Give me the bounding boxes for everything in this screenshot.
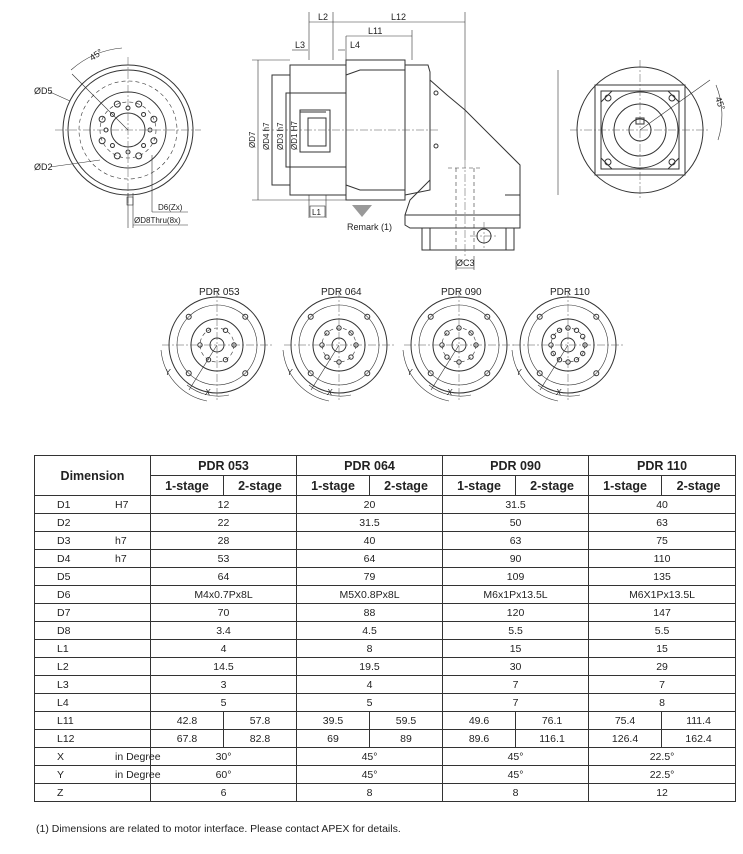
table-row [35, 586, 736, 604]
value-cell: 120 [443, 604, 589, 622]
value-cell: 70 [151, 604, 297, 622]
value-cell: 50 [443, 514, 589, 532]
value-cell: 22.5° [589, 748, 736, 766]
label-l1: L1 [312, 208, 321, 217]
model-hole [445, 355, 449, 359]
label-d1: ØD1 H7 [290, 121, 299, 150]
value-cell: 45° [443, 766, 589, 784]
value-cell: 111.4 [662, 712, 736, 730]
dimension-name: L12 [57, 732, 75, 745]
value-cell: 90 [443, 550, 589, 568]
label-d2: ØD2 [34, 162, 53, 172]
angle-label-y: Y [287, 368, 293, 377]
value-cell: 69 [297, 730, 370, 748]
table-row [35, 676, 736, 694]
value-cell: 76.1 [516, 712, 589, 730]
value-cell: 89.6 [443, 730, 516, 748]
value-cell: 162.4 [662, 730, 736, 748]
value-cell: 40 [297, 532, 443, 550]
value-cell: 30° [151, 748, 297, 766]
dimension-name-cell [35, 748, 161, 766]
dimension-name: Z [57, 786, 64, 799]
model-label: PDR 090 [441, 287, 482, 298]
value-cell: 110 [589, 550, 736, 568]
value-cell: 64 [151, 568, 297, 586]
value-cell: 88 [297, 604, 443, 622]
value-cell: 6 [151, 784, 297, 802]
stage-header: 1-stage [297, 476, 370, 496]
model-hole [349, 355, 353, 359]
dimension-name: X [57, 750, 65, 763]
table-row [35, 748, 736, 766]
front-angle-label: 45° [87, 46, 105, 63]
value-cell: 15 [443, 640, 589, 658]
value-cell: 5 [297, 694, 443, 712]
model-header-pdr064: PDR 064 [297, 456, 443, 476]
label-d5: ØD5 [34, 86, 53, 96]
label-d8: ØD8Thru(8x) [134, 216, 181, 225]
label-l4: L4 [350, 40, 361, 50]
value-cell: 45° [297, 766, 443, 784]
value-cell: 64 [297, 550, 443, 568]
value-cell: 3 [151, 676, 297, 694]
dimension-name: L1 [57, 642, 69, 655]
dimension-name: D5 [57, 570, 71, 583]
value-cell: 22 [151, 514, 297, 532]
value-cell: 8 [443, 784, 589, 802]
table-row [35, 568, 736, 586]
dimension-name: D6 [57, 588, 71, 601]
value-cell: 5 [151, 694, 297, 712]
value-cell: 3.4 [151, 622, 297, 640]
angle-ray [189, 345, 217, 390]
value-cell: 5.5 [443, 622, 589, 640]
stage-header: 2-stage [662, 476, 736, 496]
value-cell: 45° [443, 748, 589, 766]
model-label: PDR 110 [550, 287, 590, 298]
value-cell: 57.8 [224, 712, 297, 730]
table-row [35, 550, 736, 568]
value-cell: 4 [297, 676, 443, 694]
model-hole [551, 334, 555, 338]
model-view [161, 287, 272, 401]
angle-label-y: Y [516, 368, 522, 377]
value-cell: 22.5° [589, 766, 736, 784]
model-header-pdr053: PDR 053 [151, 456, 297, 476]
dimension-name: D1 [57, 498, 71, 511]
value-cell: 29 [589, 658, 736, 676]
dimension-table [34, 455, 736, 802]
top-angle-label: 45° [713, 95, 728, 112]
table-row [35, 730, 736, 748]
dimension-tolerance: in Degree [115, 768, 161, 781]
value-cell: 5.5 [589, 622, 736, 640]
footnote: (1) Dimensions are related to motor interface. Please contact APEX for details. [36, 823, 401, 835]
bolt-hole [99, 138, 105, 144]
value-cell: 8 [297, 784, 443, 802]
table-row [35, 766, 736, 784]
value-cell: 126.4 [589, 730, 662, 748]
value-cell: 79 [297, 568, 443, 586]
side-view [248, 12, 520, 270]
model-view [403, 287, 514, 401]
thread-hole [142, 112, 146, 116]
dimension-name: D3 [57, 534, 71, 547]
dimension-name-cell [35, 694, 151, 712]
dimension-name: D8 [57, 624, 71, 637]
value-cell: 60° [151, 766, 297, 784]
value-cell: M4x0.7Px8L [151, 586, 297, 604]
label-d6: D6(Zx) [158, 203, 183, 212]
value-cell: 75.4 [589, 712, 662, 730]
table-row [35, 784, 736, 802]
value-cell: 82.8 [224, 730, 297, 748]
value-cell: 67.8 [151, 730, 224, 748]
model-view [512, 287, 623, 401]
dimension-name-cell [35, 640, 151, 658]
value-cell: 20 [297, 496, 443, 514]
value-cell: 15 [589, 640, 736, 658]
table-row [35, 694, 736, 712]
bolt-hole [136, 153, 142, 159]
dimension-tolerance: in Degree [115, 750, 161, 763]
dimension-name: D7 [57, 606, 71, 619]
table-row [35, 640, 736, 658]
dimension-name-cell [35, 676, 151, 694]
model-header-pdr090: PDR 090 [443, 456, 589, 476]
dimension-name-cell [35, 658, 151, 676]
dimension-name: L4 [57, 696, 69, 709]
angle-ray [311, 345, 339, 390]
dimension-header: Dimension [35, 456, 151, 496]
dimension-name-cell [35, 712, 151, 730]
table-row [35, 604, 736, 622]
table-row [35, 532, 736, 550]
stage-header: 1-stage [443, 476, 516, 496]
value-cell: 39.5 [297, 712, 370, 730]
value-cell: M6x1Px13.5L [443, 586, 589, 604]
value-cell: 7 [589, 676, 736, 694]
dimension-tolerance: h7 [115, 534, 127, 547]
value-cell: 49.6 [443, 712, 516, 730]
dimension-name: D4 [57, 552, 71, 565]
dimension-name: L2 [57, 660, 69, 673]
model-views [161, 287, 623, 401]
table-row [35, 622, 736, 640]
dimension-name: L3 [57, 678, 69, 691]
model-hole [325, 355, 329, 359]
angle-label-y: Y [407, 368, 413, 377]
value-cell: 75 [589, 532, 736, 550]
value-cell: 63 [589, 514, 736, 532]
dimension-name-cell [35, 550, 151, 568]
dimension-name-cell [35, 496, 151, 514]
front-view [34, 46, 201, 228]
value-cell: 147 [589, 604, 736, 622]
model-label: PDR 064 [321, 287, 362, 298]
label-c3: ØC3 [456, 258, 475, 268]
table-row [35, 496, 736, 514]
label-l3: L3 [295, 40, 306, 50]
angle-label-x: X [447, 388, 453, 397]
dimension-name-cell [35, 514, 151, 532]
value-cell: 12 [151, 496, 297, 514]
dimension-name: Y [57, 768, 65, 781]
table-row [35, 514, 736, 532]
label-l2: L2 [318, 12, 329, 22]
dimension-name-cell [35, 532, 151, 550]
dimension-name-cell [35, 766, 161, 784]
model-view [283, 287, 394, 401]
value-cell: 42.8 [151, 712, 224, 730]
model-header-pdr110: PDR 110 [589, 456, 736, 476]
dimension-name: L11 [57, 714, 74, 727]
value-cell: 53 [151, 550, 297, 568]
label-d4: ØD4 h7 [262, 122, 271, 150]
dimension-tolerance: H7 [115, 498, 129, 511]
thread-hole [142, 144, 146, 148]
dimension-tolerance: h7 [115, 552, 127, 565]
value-cell: 7 [443, 676, 589, 694]
model-label: PDR 053 [199, 287, 240, 298]
label-d7: ØD7 [248, 131, 257, 148]
value-cell: 4 [151, 640, 297, 658]
angle-label-x: X [327, 388, 333, 397]
value-cell: 89 [370, 730, 443, 748]
value-cell: M5X0.8Px8L [297, 586, 443, 604]
table-row [35, 658, 736, 676]
dimension-name-cell [35, 568, 151, 586]
dimension-name-cell [35, 604, 151, 622]
dimension-name-cell [35, 730, 151, 748]
stage-header: 2-stage [224, 476, 297, 496]
value-cell: 59.5 [370, 712, 443, 730]
stage-header: 1-stage [589, 476, 662, 496]
value-cell: 116.1 [516, 730, 589, 748]
label-d3: ØD3 h7 [276, 122, 285, 150]
value-cell: 40 [589, 496, 736, 514]
dimension-name-cell [35, 784, 151, 802]
value-cell: 8 [589, 694, 736, 712]
dimension-name: D2 [57, 516, 71, 529]
stage-header: 2-stage [516, 476, 589, 496]
value-cell: 4.5 [297, 622, 443, 640]
value-cell: M6X1Px13.5L [589, 586, 736, 604]
value-cell: 7 [443, 694, 589, 712]
value-cell: 12 [589, 784, 736, 802]
model-hole [223, 328, 227, 332]
value-cell: 109 [443, 568, 589, 586]
model-hole [574, 328, 578, 332]
stage-header: 1-stage [151, 476, 224, 496]
value-cell: 30 [443, 658, 589, 676]
dimension-name-cell [35, 622, 151, 640]
angle-ray [431, 345, 459, 390]
label-l12: L12 [391, 12, 407, 22]
value-cell: 135 [589, 568, 736, 586]
value-cell: 31.5 [443, 496, 589, 514]
value-cell: 63 [443, 532, 589, 550]
value-cell: 31.5 [297, 514, 443, 532]
model-hole [469, 355, 473, 359]
table-row [35, 712, 736, 730]
stage-header: 2-stage [370, 476, 443, 496]
angle-label-y: Y [165, 368, 171, 377]
label-l11: L11 [368, 26, 383, 36]
dimension-name-cell [35, 586, 151, 604]
angle-label-x: X [205, 388, 211, 397]
top-view [558, 60, 727, 200]
value-cell: 28 [151, 532, 297, 550]
value-cell: 45° [297, 748, 443, 766]
model-hole [581, 334, 585, 338]
value-cell: 8 [297, 640, 443, 658]
value-cell: 19.5 [297, 658, 443, 676]
bolt-hole [114, 153, 120, 159]
remark-label: Remark (1) [347, 222, 393, 232]
value-cell: 14.5 [151, 658, 297, 676]
angle-label-x: X [556, 388, 562, 397]
thread-hole [110, 144, 114, 148]
